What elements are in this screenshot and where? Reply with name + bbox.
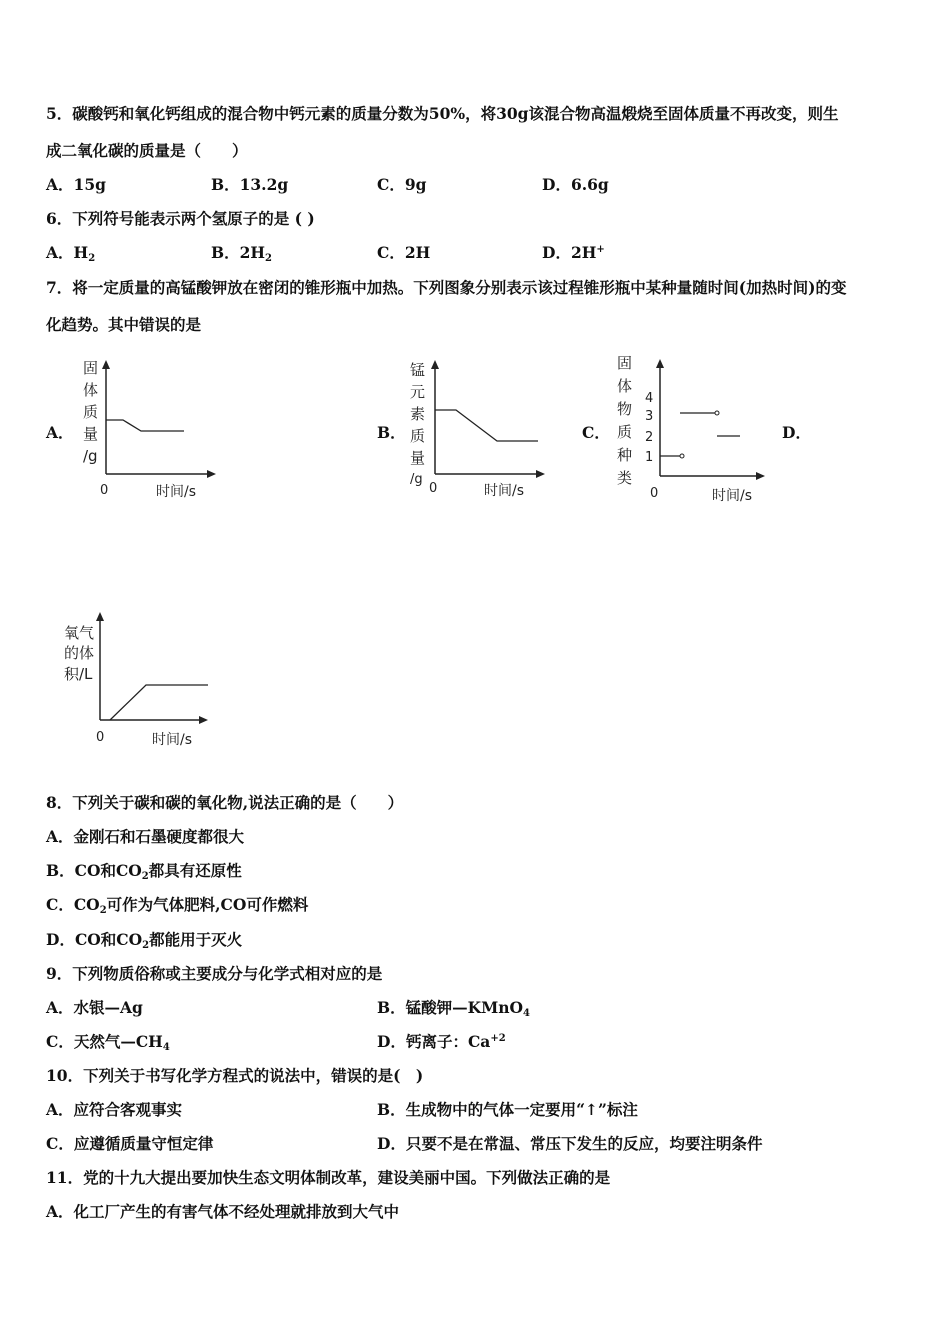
graph-b-ylabel-3: 质 xyxy=(410,427,426,445)
q5-option-a: A．15g xyxy=(46,175,106,194)
graph-a-ylabel-3: 量 xyxy=(83,425,99,443)
graph-b-ylabel-0: 锰 xyxy=(410,361,426,379)
graph-a-origin: 0 xyxy=(100,483,109,498)
q9-option-d: D．钙离子：$Ca^{+2}$ xyxy=(377,1032,506,1051)
q6-option-b: B．$2H_2$ xyxy=(211,243,273,264)
graph-c-ytick-2: 2 xyxy=(645,430,654,445)
graph-b-x-arrow xyxy=(536,470,545,478)
graph-c-open-point-1 xyxy=(680,454,684,458)
graph-d-ylabel-1: 的体 xyxy=(64,644,95,662)
q5-option-c: C．9g xyxy=(377,175,427,194)
graph-a-curve xyxy=(106,420,184,431)
graph-c-y-arrow xyxy=(656,359,664,368)
q7-graph-b-option-label: B． xyxy=(377,423,406,442)
q6-stem: 6．下列符号能表示两个氢原子的是 ( ) xyxy=(46,209,315,228)
graph-d-y-arrow xyxy=(96,612,104,621)
graph-c-ytick-4: 4 xyxy=(645,391,654,406)
q5-option-d: D．6.6g xyxy=(542,175,609,194)
q10-option-d: D．只要不是在常温、常压下发生的反应，均要注明条件 xyxy=(377,1134,763,1153)
graph-c-ylabel-3: 质 xyxy=(617,423,633,441)
graph-a-ylabel-1: 体 xyxy=(83,381,99,399)
q10-option-b: B．生成物中的气体一定要用“↑”标注 xyxy=(377,1100,638,1119)
q10-option-c: C．应遵循质量守恒定律 xyxy=(46,1134,214,1153)
graph-a-ylabel-4: /g xyxy=(83,447,98,465)
graph-b-origin: 0 xyxy=(429,481,438,496)
graph-a-xlabel: 时间/s xyxy=(156,484,197,500)
q9-stem: 9．下列物质俗称或主要成分与化学式相对应的是 xyxy=(46,964,383,983)
q11-stem: 11．党的十九大提出要加快生态文明体制改革，建设美丽中国。下列做法正确的是 xyxy=(46,1168,611,1187)
graph-b-xlabel: 时间/s xyxy=(484,483,525,499)
graph-a-ylabel-0: 固 xyxy=(83,359,99,377)
graph-c-ylabel-4: 种 xyxy=(617,446,633,464)
q5-stem-line1: 5．碳酸钙和氧化钙组成的混合物中钙元素的质量分数为50%，将30g该混合物高温煅烧至固体质量不再改变，则生 xyxy=(46,104,839,123)
graph-a-y-arrow xyxy=(102,360,110,369)
graph-c-open-point-3 xyxy=(715,411,719,415)
q9-option-a: A．水银—Ag xyxy=(46,998,143,1017)
q7-stem-line1: 7．将一定质量的高锰酸钾放在密闭的锥形瓶中加热。下列图象分别表示该过程锥形瓶中某种量随时间(加热时间)的变 xyxy=(46,278,847,297)
q10-option-a: A．应符合客观事实 xyxy=(46,1100,183,1119)
graph-d-curve xyxy=(110,685,208,720)
q8-option-d: D．CO和$CO_2$都能用于灭火 xyxy=(46,930,243,951)
q5-option-b: B．13.2g xyxy=(211,175,289,194)
q11-option-a: A．化工厂产生的有害气体不经处理就排放到大气中 xyxy=(46,1202,400,1221)
q6-option-d: D．2H+ xyxy=(542,243,605,262)
q10-stem: 10．下列关于书写化学方程式的说法中，错误的是( ) xyxy=(46,1066,424,1085)
q7-graph-a xyxy=(76,355,226,505)
graph-c-ylabel-2: 物 xyxy=(617,400,633,418)
graph-d-origin: 0 xyxy=(96,730,105,745)
q9-option-c: C．天然气$—CH_4$ xyxy=(46,1032,170,1053)
q7-graph-a-option-label: A． xyxy=(46,423,74,442)
graph-c-xlabel: 时间/s xyxy=(712,488,753,504)
graph-b-ylabel-4: 量 xyxy=(410,449,426,467)
q7-graph-b xyxy=(402,355,552,505)
graph-c-ylabel-5: 类 xyxy=(617,469,633,487)
graph-c-x-arrow xyxy=(756,472,765,480)
graph-b-curve xyxy=(435,410,538,441)
graph-a-x-arrow xyxy=(207,470,216,478)
q6-option-c: C．2H xyxy=(377,243,431,262)
graph-c-ylabel-0: 固 xyxy=(617,354,633,372)
q7-graph-d-option-label: D． xyxy=(782,423,811,442)
q7-graph-d xyxy=(58,612,218,752)
q8-option-c: C．$CO_2$可作为气体肥料,CO可作燃料 xyxy=(46,895,309,916)
graph-c-origin: 0 xyxy=(650,486,659,501)
q8-option-b: B．CO和$CO_2$都具有还原性 xyxy=(46,861,242,882)
q6-option-a: A．$H_2$ xyxy=(46,243,96,264)
q8-option-a: A．金刚石和石墨硬度都很大 xyxy=(46,827,245,846)
q8-stem: 8．下列关于碳和碳的氧化物,说法正确的是（ ） xyxy=(46,793,404,812)
q5-stem-line2: 成二氧化碳的质量是（ ） xyxy=(46,141,248,160)
graph-b-y-arrow xyxy=(431,360,439,369)
graph-b-ylabel-2: 素 xyxy=(410,405,426,423)
graph-d-xlabel: 时间/s xyxy=(152,732,193,748)
q9-option-b: B．锰酸钾—KMnO$_4$ xyxy=(377,998,530,1019)
graph-c-ytick-3: 3 xyxy=(645,409,654,424)
graph-d-ylabel-2: 积/L xyxy=(64,665,93,683)
graph-c-ytick-1: 1 xyxy=(645,450,654,465)
graph-b-ylabel-5: /g xyxy=(410,472,423,487)
graph-c-ylabel-1: 体 xyxy=(617,377,633,395)
graph-a-ylabel-2: 质 xyxy=(83,403,99,421)
q7-graph-c-option-label: C． xyxy=(582,423,610,442)
q7-stem-line2: 化趋势。其中错误的是 xyxy=(46,315,202,334)
graph-b-ylabel-1: 元 xyxy=(410,383,426,401)
graph-d-ylabel-0: 氧气 xyxy=(64,624,95,642)
q7-graph-c xyxy=(612,350,772,510)
graph-d-x-arrow xyxy=(199,716,208,724)
